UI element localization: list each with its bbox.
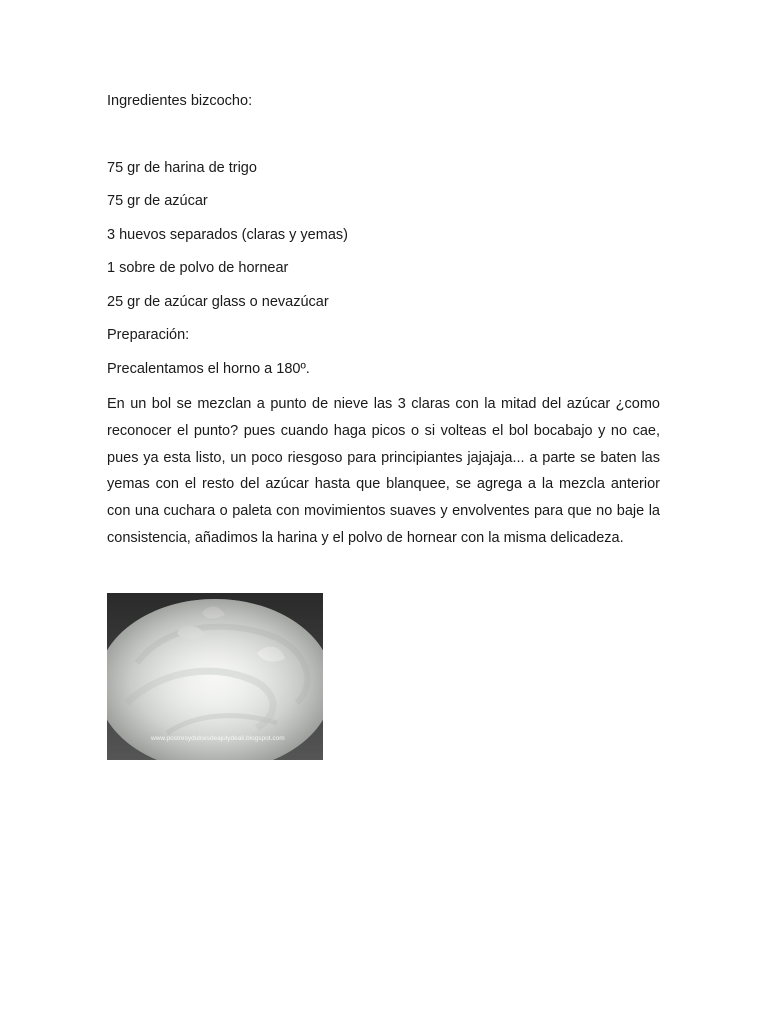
ingredient-item: 75 gr de azúcar <box>107 193 208 209</box>
ingredient-item: 3 huevos separados (claras y yemas) <box>107 227 348 243</box>
meringue-photo <box>107 593 323 760</box>
photo-watermark: www.postresydulcesdeajulydeali.blogspot.com <box>151 735 285 742</box>
meringue-image <box>107 593 323 760</box>
ingredient-item: 75 gr de harina de trigo <box>107 160 257 176</box>
preparation-step: Precalentamos el horno a 180º. <box>107 361 310 377</box>
ingredient-item: 25 gr de azúcar glass o nevazúcar <box>107 294 329 310</box>
ingredient-item: 1 sobre de polvo de hornear <box>107 260 289 276</box>
ingredients-heading: Ingredientes bizcocho: <box>107 93 253 109</box>
preparation-heading: Preparación: <box>107 327 190 343</box>
preparation-paragraph: En un bol se mezclan a punto de nieve las 3 claras con la mitad del azúcar ¿como reconocer el punto? pues cuando haga picos o si volteas el bol bocabajo y no cae, pues ya esta listo, un poco riesgoso para principiantes jajajaja... a parte se baten las yemas con el resto del azúcar hasta que blanquee, se agrega a la mezcla anterior con una cuchara o paleta con movimientos suaves y envolventes para que no baje la consistencia, añadimos la harina y el polvo de hornear con la misma delicadeza. <box>107 396 660 546</box>
